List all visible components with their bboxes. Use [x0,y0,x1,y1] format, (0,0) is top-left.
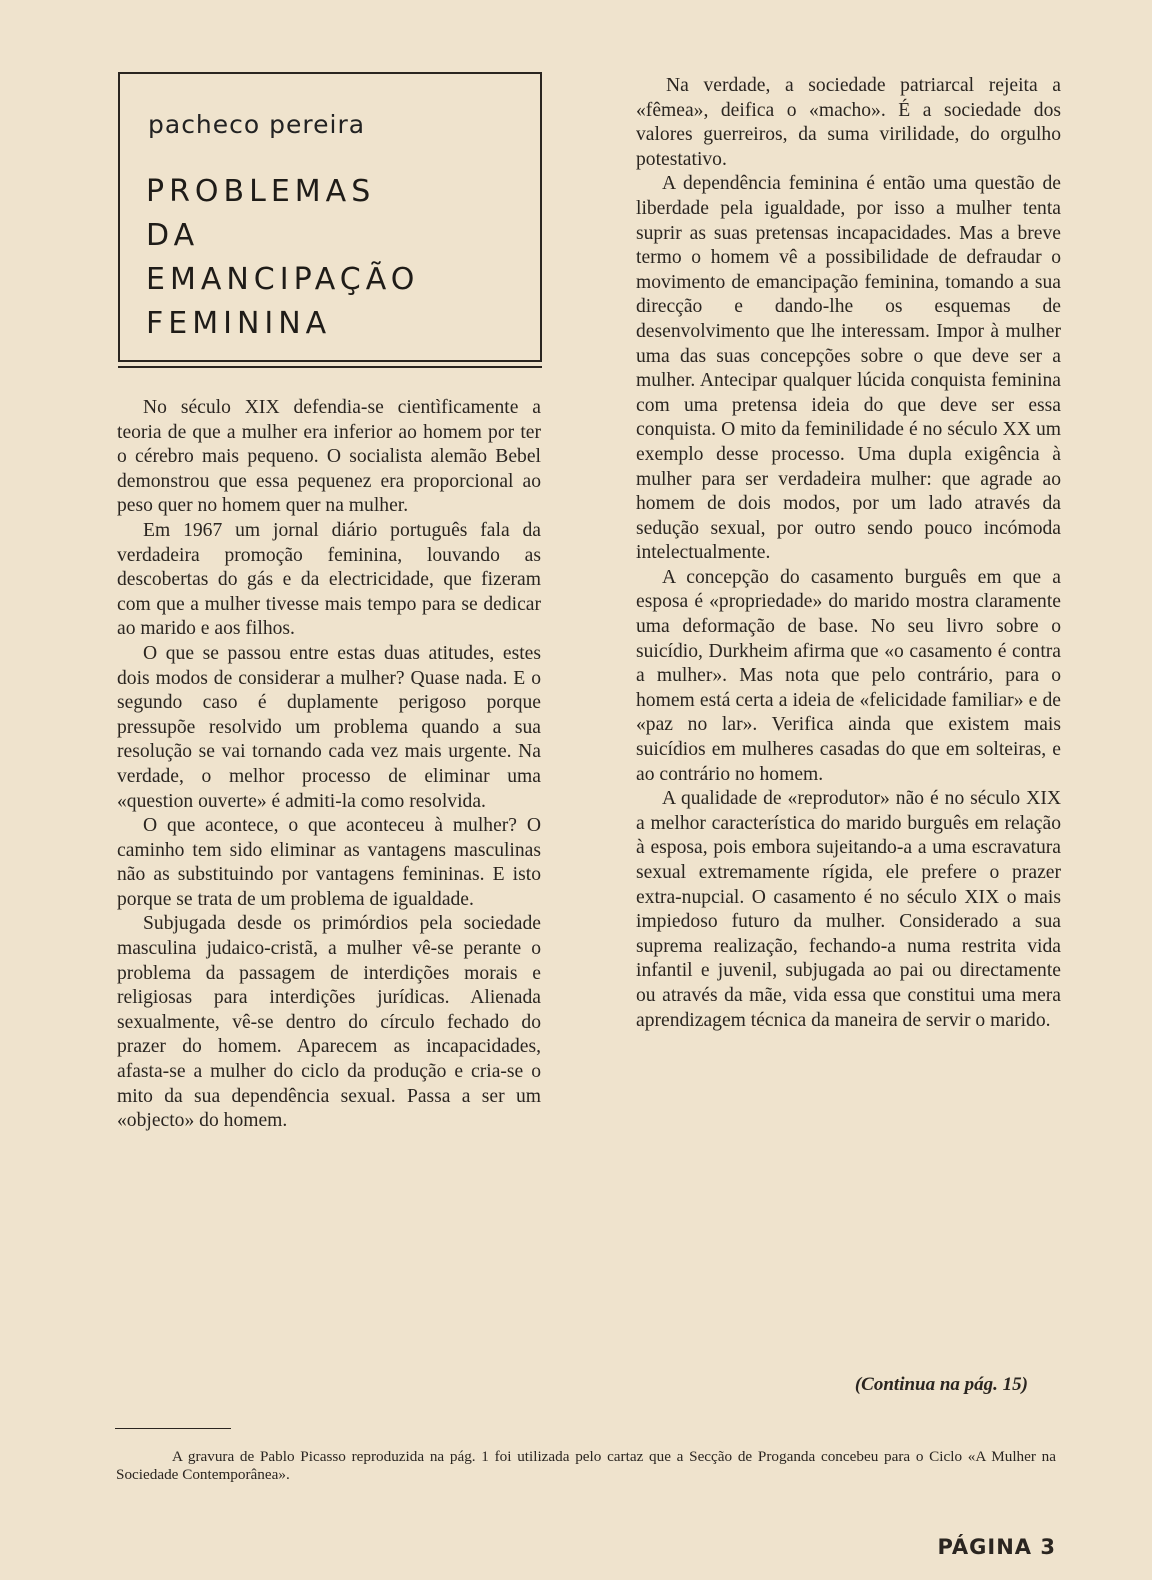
continuation-note: (Continua na pág. 15) [854,1374,1028,1395]
title-box-top-rule [118,72,542,74]
left-text-column [117,396,541,1134]
page-number: PÁGINA 3 [937,1535,1056,1559]
article-title [146,170,536,346]
title-box-bottom-rule [118,360,542,362]
author-name: pacheco pereira [148,110,366,139]
title-box [118,72,542,362]
footnote-rule [115,1428,231,1429]
paragraph: Em 1967 um jornal diário português fala da verdadeira promoção feminina, louvando as descobertas do gás e da electricidade, que fizeram com que a mulher tivesse mais tempo para se dedicar ao marido e aos filhos. [117,519,541,640]
paragraph: A dependência feminina é então uma questão de liberdade pela igualdade, por isso a mulher tenta suprir as suas pretensas incapacidades. Mas a breve termo o homem vê a possibilidade de defraudar o movimento de emancipação feminina, tomando a sua direcção e dando-lhe os esquemas de desenvolvimento que lhe interessam. Impor à mulher uma das suas concepções sobre o que deve ser a mulher. Antecipar qualquer lúcida conquista feminina com uma pretensa ideia do que deve ser essa conquista. O mito da feminilidade é no século XX um exemplo desse processo. Uma dupla exigência à mulher para ser verdadeira mulher: que agrade ao homem de dois modos, por um lado através da sedução sexual, por outro sendo pouco incómoda intelectualmente. [636,173,1061,564]
paragraph: O que acontece, o que aconteceu à mulher? O caminho tem sido eliminar as vantagens masculinas não as substituindo por vantagens femininas. E isto porque se trata de um problema de igualdade. [117,815,541,910]
paragraph: A concepção do casamento burguês em que a esposa é «propriedade» do marido mostra claramente uma deformação de base. No seu livro sobre o suicídio, Durkheim afirma que «o casamento é contra a mulher». Mas nota que pelo contrário, para o homem está certa a ideia de «felicidade familiar» e de «paz no lar». Verifica ainda que existem mais suicídios em mulheres casadas do que em solteiras, e ao contrário no homem. [636,566,1061,785]
title-line: PROBLEMAS [146,174,376,209]
paragraph: A qualidade de «reprodutor» não é no século XIX a melhor característica do marido burguês em relação à esposa, pois embora sujeitando-a a uma escravatura sexual extremamente rígida, ele prefere o prazer extra-nupcial. O casamento é no século XIX o mais impiedoso futuro da mulher. Considerado a sua suprema realização, fechando-a numa restrita vida infantil e juvenil, subjugada ao pai ou directamente ou através da mãe, vida essa que constitui uma mera aprendizagem técnica da maneira de servir o marido. [636,788,1061,1031]
title-line: DA [146,218,200,253]
title-underline-rule [118,366,542,368]
paragraph: Na verdade, a sociedade patriarcal rejeita a «fêmea», deifica o «macho». É a sociedade dos valores guerreiros, da suma virilidade, do orgulho potestativo. [636,75,1061,170]
right-text-column [636,74,1061,1033]
title-line: EMANCIPAÇÃO [146,262,420,297]
paragraph: O que se passou entre estas duas atitudes, estes dois modos de considerar a mulher? Quase nada. E o segundo caso é duplamente perigoso porque pressupõe resolvido um problema quando a sua resolução se vai tornando cada vez mais urgente. Na verdade, o melhor processo de eliminar uma «question ouverte» é admiti-la como resolvida. [117,642,541,812]
footnote: A gravura de Pablo Picasso reproduzida na pág. 1 foi utilizada pelo cartaz que a Secção de Proganda concebeu para o Ciclo «A Mulher na Sociedade Contemporânea». [116,1448,1056,1483]
paragraph: Subjugada desde os primórdios pela sociedade masculina judaico-cristã, a mulher vê-se perante o problema da passagem de interdições morais e religiosas para interdições jurídicas. Alienada sexualmente, vê-se dentro do círculo fechado do prazer do homem. Aparecem as incapacidades, afasta-se a mulher do ciclo da produção e cria-se o mito da sua dependência sexual. Passa a ser um «objecto» do homem. [117,913,541,1132]
paragraph: No século XIX defendia-se cientìficamente a teoria de que a mulher era inferior ao homem por ter o cérebro mais pequeno. O socialista alemão Bebel demonstrou que essa pequenez era proporcional ao peso quer no homem quer na mulher. [117,397,541,517]
title-line: FEMININA [146,306,332,341]
